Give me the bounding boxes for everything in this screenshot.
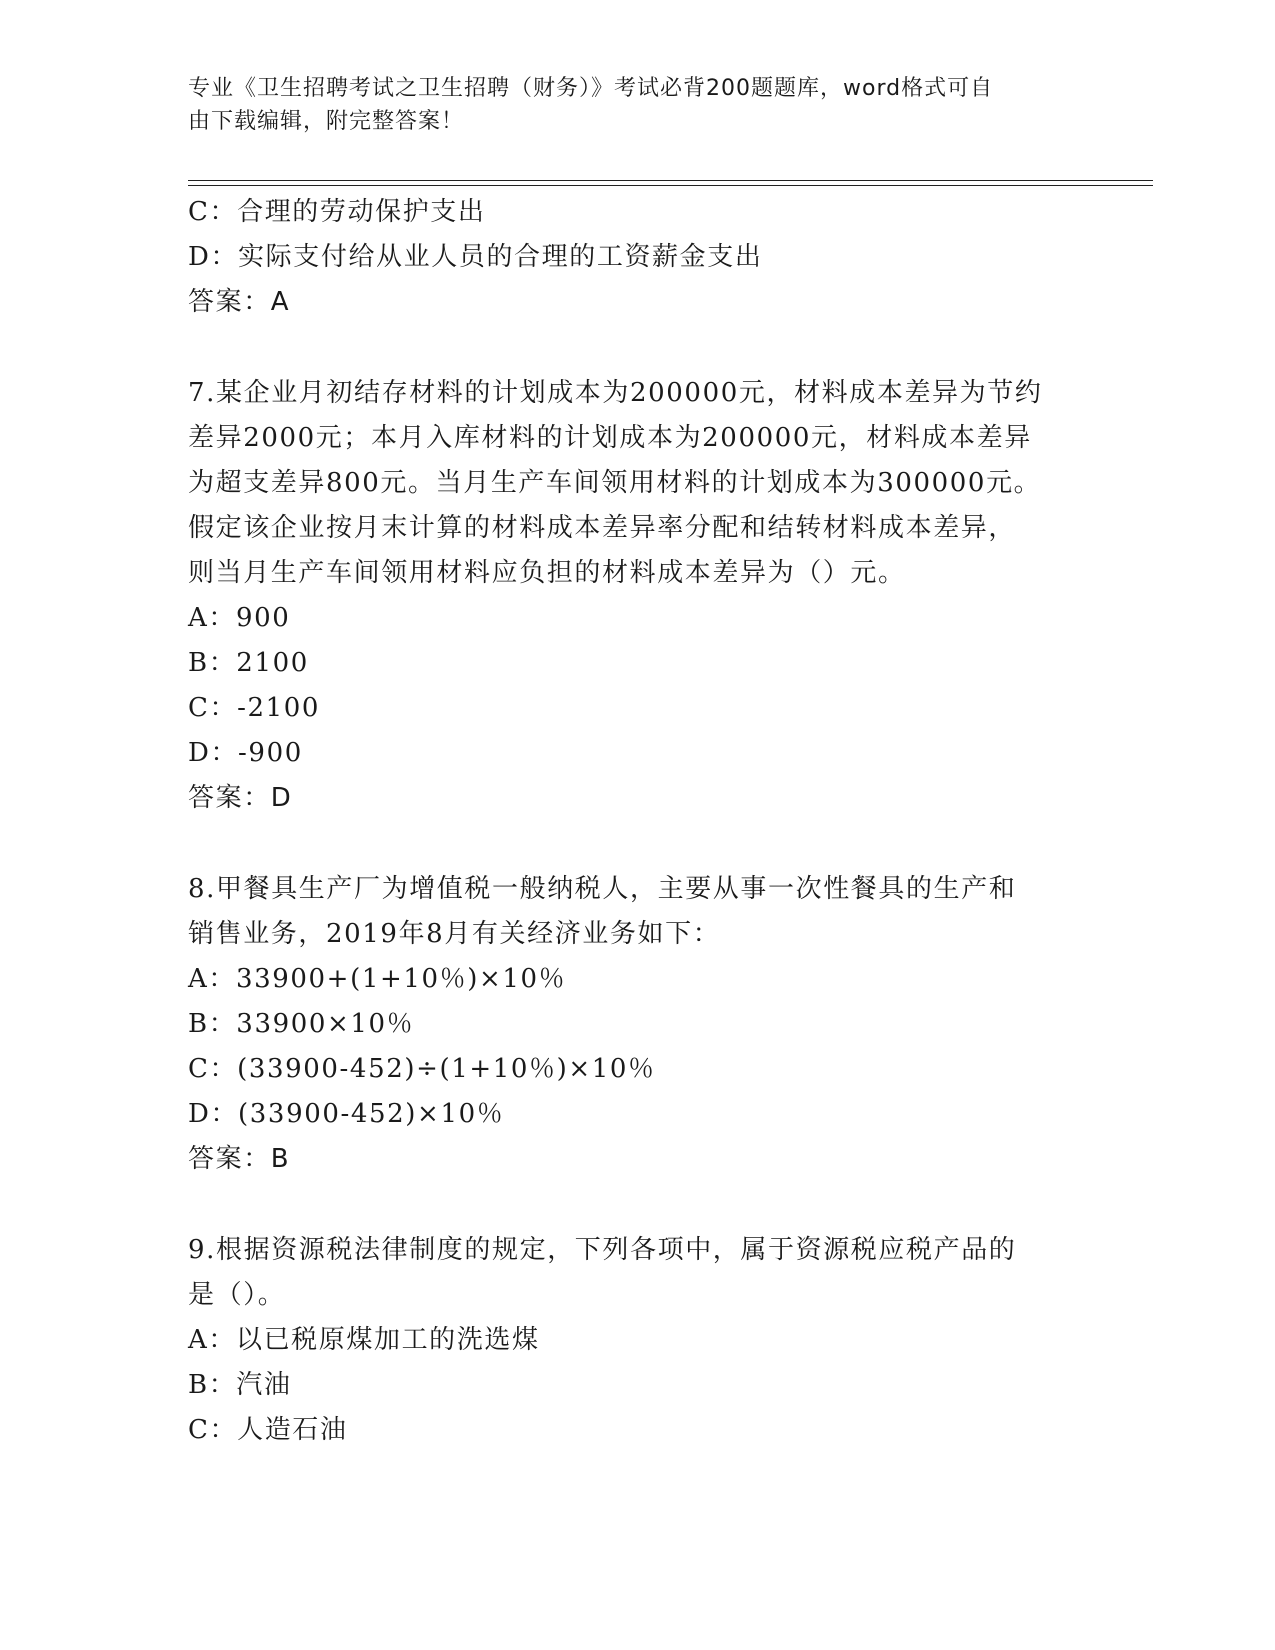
q6-option-c: C：合理的劳动保护支出: [188, 197, 486, 227]
q9-stem-line-1: 9.根据资源税法律制度的规定，下列各项中，属于资源税应税产品的: [188, 1235, 1017, 1265]
q7-option-a: A：900: [188, 603, 291, 633]
spacer: [188, 325, 1088, 371]
spacer: [188, 821, 1088, 867]
document-header: [188, 72, 1068, 138]
q8-option-d: D：(33900-452)×10％: [188, 1099, 505, 1129]
question-content: [188, 190, 1088, 1453]
q8-stem-line-1: 8.甲餐具生产厂为增值税一般纳税人，主要从事一次性餐具的生产和: [188, 874, 1017, 904]
question-9: [188, 1228, 1088, 1453]
q9-option-c: C：人造石油: [188, 1415, 348, 1445]
q8-stem-line-2: 销售业务，2019年8月有关经济业务如下：: [188, 919, 721, 949]
header-line-2: 由下载编辑，附完整答案！: [188, 109, 465, 134]
q6-option-d: D：实际支付给从业人员的合理的工资薪金支出: [188, 242, 763, 272]
q7-stem-line-5: 则当月生产车间领用材料应负担的材料成本差异为（）元。: [188, 558, 906, 588]
question-8: [188, 867, 1088, 1182]
q9-option-b: B：汽油: [188, 1370, 292, 1400]
q9-option-a: A：以已税原煤加工的洗选煤: [188, 1325, 540, 1355]
q7-option-b: B：2100: [188, 648, 309, 678]
q8-option-a: A：33900+(1+10％)×10％: [188, 964, 567, 994]
q7-stem-line-4: 假定该企业按月末计算的材料成本差异率分配和结转材料成本差异，: [188, 513, 1017, 543]
q9-stem-line-2: 是（）。: [188, 1280, 286, 1310]
q7-option-c: C：-2100: [188, 693, 321, 723]
question-7: [188, 371, 1088, 821]
q7-stem-line-1: 7.某企业月初结存材料的计划成本为200000元，材料成本差异为节约: [188, 378, 1043, 408]
q8-answer: 答案：B: [188, 1144, 291, 1174]
q7-stem-line-2: 差异2000元；本月入库材料的计划成本为200000元，材料成本差异: [188, 423, 1032, 453]
q7-answer: 答案：D: [188, 783, 293, 813]
q8-option-b: B：33900×10％: [188, 1009, 415, 1039]
question-6-tail: [188, 190, 1088, 325]
q7-option-d: D：-900: [188, 738, 303, 768]
spacer: [188, 1182, 1088, 1228]
q8-option-c: C：(33900-452)÷(1+10％)×10％: [188, 1054, 656, 1084]
header-divider-top: [188, 180, 1153, 181]
q6-answer: 答案：A: [188, 287, 291, 317]
header-divider-bottom: [188, 185, 1153, 186]
q7-stem-line-3: 为超支差异800元。当月生产车间领用材料的计划成本为300000元。: [188, 468, 1042, 498]
header-line-1: 专业《卫生招聘考试之卫生招聘（财务）》考试必背200题题库，word格式可自: [188, 76, 994, 101]
